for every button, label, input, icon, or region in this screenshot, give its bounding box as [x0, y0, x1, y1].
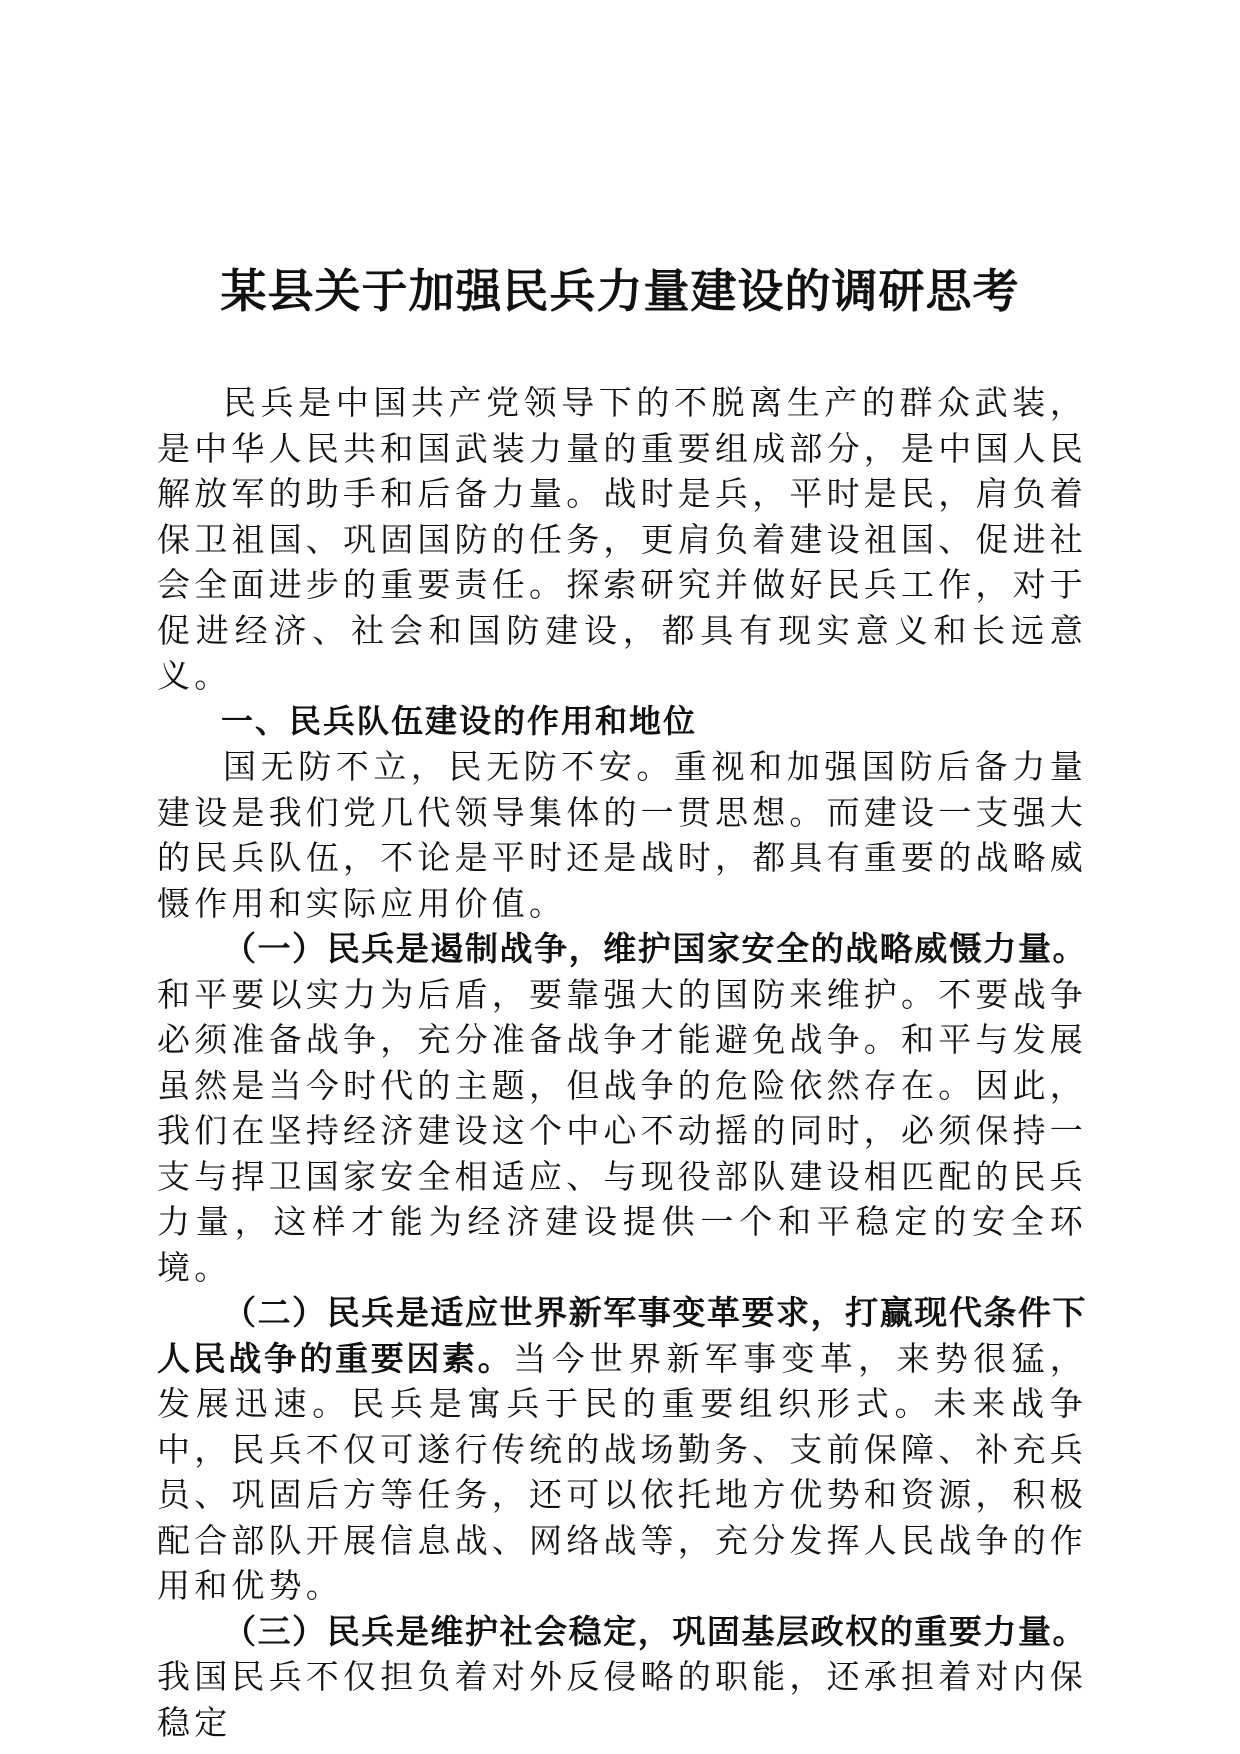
intro-paragraph: 民兵是中国共产党领导下的不脱离生产的群众武装，是中华人民共和国武装力量的重要组成部分，是中国人民解放军的助手和后备力量。战时是兵，平时是民，肩负着保卫祖国、巩固国防的任务，更肩负着建设祖国、促进社会全面进步的重要责任。探索研究并做好民兵工作，对于促进经济、社会和国防建设，都具有现实意义和长远意义。 [157, 383, 1087, 695]
point-text-2: 当今世界新军事变革，来势很猛，发展迅速。民兵是寓兵于民的重要组织形式。未来战争中，民兵不仅可遂行传统的战场勤务、支前保障、补充兵员、巩固后方等任务，还可以依托地方优势和资源，积极配合部队开展信息战、网络战等，充分发挥人民战争的作用和优势。 [157, 1338, 1087, 1605]
point-lead-1: （一）民兵是遏制战争，维护国家安全的战略威慑力量。 [223, 929, 1087, 968]
point-paragraph-1 [157, 926, 1087, 1290]
section-heading: 一、民兵队伍建设的作用和地位 [221, 701, 698, 740]
document-title: 某县关于加强民兵力量建设的调研思考 [220, 264, 1020, 318]
point-paragraph-3 [157, 1609, 1087, 1746]
point-text-3: 我国民兵不仅担负着对外反侵略的职能，还承担着对内保稳定 [157, 1657, 1087, 1742]
point-paragraph-2 [157, 1290, 1087, 1609]
document-body [157, 380, 1087, 1745]
point-text-1: 和平要以实力为后盾，要靠强大的国防来维护。不要战争必须准备战争，充分准备战争才能避免战争。和平与发展虽然是当今时代的主题，但战争的危险依然存在。因此，我们在坚持经济建设这个中心不动摇的同时，必须保持一支与捍卫国家安全相适应、与现役部队建设相匹配的民兵力量，这样才能为经济建设提供一个和平稳定的安全环境。 [157, 974, 1087, 1287]
point-lead-2: （二）民兵是适应世界新军事变革要求，打赢现代条件下人民战争的重要因素。 [157, 1293, 1087, 1378]
section-intro-paragraph: 国无防不立，民无防不安。重视和加强国防后备力量建设是我们党几代领导集体的一贯思想。而建设一支强大的民兵队伍，不论是平时还是战时，都具有重要的战略威慑作用和实际应用价值。 [157, 747, 1087, 923]
point-lead-3: （三）民兵是维护社会稳定，巩固基层政权的重要力量。 [223, 1611, 1087, 1651]
